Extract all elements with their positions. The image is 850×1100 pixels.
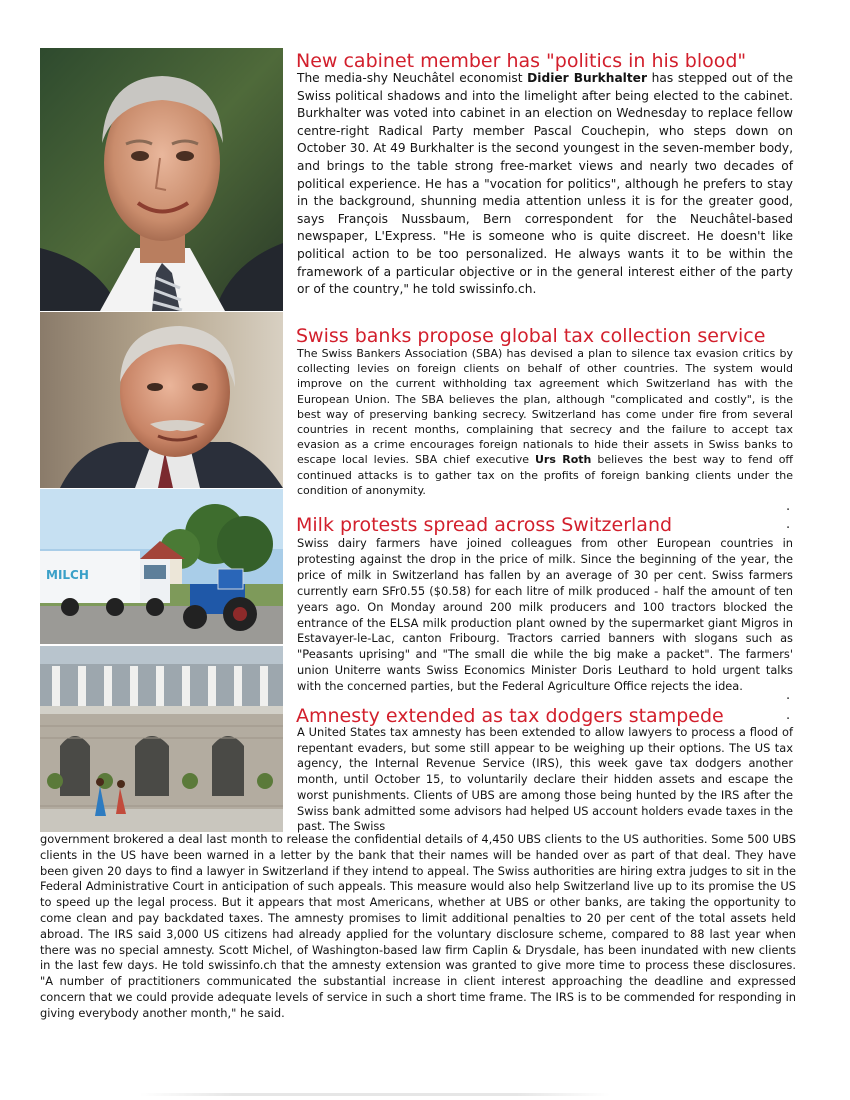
article-2-body-rest: believes the best way to fend off continued attacks is to gather tax on the profits of foreign banking clients under the condition of anonymity.: [297, 453, 793, 497]
article-1-body: [297, 70, 793, 299]
photo-burkhalter: [40, 48, 283, 311]
margin-dot: .: [786, 517, 791, 532]
scan-artifact-line: [140, 1093, 610, 1096]
article-4-headline: Amnesty extended as tax dodgers stampede: [296, 705, 724, 727]
article-2-body-intro: The Swiss Bankers Association (SBA) has devised a plan to silence tax evasion critics by collecting levies on foreign clients on behalf of other countries. The system would improve on the current withholding tax agreement which Switzerland has with the European Union. The SBA believes the plan, although "complicated and costly", is the best way of preserving banking secrecy. Switzerland has come under fire from several countries in recent months, complaining that secrecy and the failure to accept tax evasion as a crime encourages foreign nationals to hide their assets in Swiss banks to escape local levies. SBA chief executive: [297, 347, 793, 467]
margin-dot: .: [786, 708, 791, 723]
margin-dot: .: [786, 499, 791, 514]
article-4-body-wide: government brokered a deal last month to release the confidential details of 4,450 UBS clients to the US authorities. Some 500 UBS clients in the US have been warned in a letter by the bank that their names will be handed over as part of that deal. They have been given 20 days to find a lawyer in Switzerland if they intend to appeal. The Swiss authorities are hiring extra judges to sit in the Federal Administrative Court in anticipation of such appeals. This measure would also help Switzerland live up to its promise the US to speed up the legal process. But it appears that most Americans, whether at UBS or other banks, are taking the opportunity to come clean and pay backdated taxes. The amnesty promises to limit additional penalties to 20 per cent of the total assets held abroad. The IRS said 3,000 US citizens had already applied for the voluntary disclosure scheme, compared to 88 last year when there was no special amnesty. Scott Michel, of Washington-based law firm Caplin & Drysdale, has been inundated with new clients in the last few days. He told swissinfo.ch that the amnesty extension was granted to give more time to process these disclosures. "A number of practitioners communicated the substantial increase in client interest approaching the deadline and expressed concern that we could provide adequate levels of service in such a short time frame. The IRS is to be commended for responding in giving everybody another month," he said.: [40, 832, 796, 1020]
article-1-person-name: Didier Burkhalter: [527, 71, 647, 85]
article-2-person-name: Urs Roth: [534, 453, 592, 467]
article-3-body: Swiss dairy farmers have joined colleagues from other European countries in protesting against the drop in the price of milk. Since the beginning of the year, the price of milk in Switzerland has fallen by an average of 30 per cent. Swiss farmers currently earn SFr0.55 ($0.58) for each litre of milk produced - half the amount of ten years ago. On Monday around 200 milk producers and 100 tractors blocked the entrance of the ELSA milk production plant owned by the supermarket giant Migros in Estavayer-le-Lac, canton Fribourg. Tractors carried banners with slogans such as "Peasants uprising" and "The small die while the big make a packet". The farmers' union Uniterre wants Swiss Economics Minister Doris Leuthard to hold urgent talks with the concerned parties, but the Federal Agriculture Office rejects the idea.: [297, 536, 793, 694]
article-4-body-narrow: A United States tax amnesty has been extended to allow lawyers to process a flood of repentant evaders, but some still appear to be weighing up their options. The US tax agency, the Internal Revenue Service (IRS), this week gave tax dodgers another month, until October 15, to voluntarily declare their hidden assets and escape the worst punishments. Clients of UBS are among those being hunted by the IRS after the Swiss bank admitted some advisors had helped US account holders evade taxes in the past. The Swiss: [297, 725, 793, 834]
photo-urs-roth: [40, 312, 283, 488]
photo-milk-protest: [40, 489, 283, 644]
article-1-headline: New cabinet member has "politics in his blood": [296, 50, 747, 72]
article-1-body-rest: has stepped out of the Swiss political shadows and into the limelight after being elected to the cabinet. Burkhalter was voted into cabinet in an election on Wednesday to replace fellow centre-right Radical Party member Pascal Couchepin, who steps down on October 30. At 49 Burkhalter is the second youngest in the seven-member body, and brings to the table strong free-market views and nearly two decades of political experience. He has a "vocation for politics", although he prefers to stay in the background, shunning media attention unless it is for the greater good, says François Nussbaum, Bern correspondent for the Neuchâtel-based newspaper, L'Express. "He is someone who is quite discreet. He doesn't like political action to be too personalized. He always wants it to be within the framework of a particular objective or in the general interest either of the party or of the country," he told swissinfo.ch.: [297, 71, 793, 297]
margin-dot: .: [786, 688, 791, 703]
article-2-body: [297, 346, 793, 498]
article-3-headline: Milk protests spread across Switzerland: [296, 514, 673, 536]
truck-label: MILCH: [46, 568, 89, 582]
article-1-body-intro: The media-shy Neuchâtel economist: [297, 71, 528, 85]
photo-irs-building: [40, 646, 283, 832]
article-2-headline: Swiss banks propose global tax collection service: [296, 325, 766, 347]
